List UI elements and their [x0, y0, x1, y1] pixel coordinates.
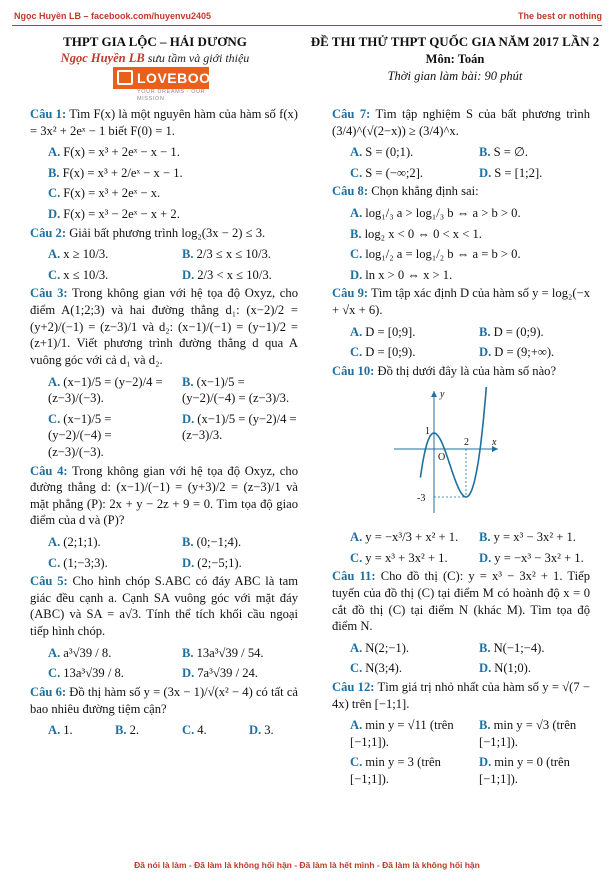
option-key: B.: [479, 145, 491, 160]
answer-option[interactable]: [30, 165, 298, 182]
answer-option[interactable]: [332, 640, 461, 657]
option-key: C.: [350, 247, 363, 262]
option-key: B.: [182, 247, 194, 262]
school-name: THPT GIA LỘC – HẢI DƯƠNG: [63, 34, 247, 49]
option-text: min y = √3 (trên [−1;1]).: [479, 718, 577, 749]
option-key: A.: [48, 247, 61, 262]
question-text: Giải bất phương trình log₂(3x − 2) ≤ 3.: [69, 225, 266, 240]
option-text: (x−1)/5 = (y−2)/4 = (z−3)/3.: [182, 411, 297, 443]
answer-option[interactable]: [30, 534, 164, 551]
option-key: D.: [182, 555, 195, 570]
option-key: B.: [182, 645, 194, 660]
option-text: S = ∅.: [493, 145, 529, 160]
option-key: C.: [350, 661, 363, 676]
option-key: A.: [350, 718, 363, 733]
option-text: y = x³ − 3x² + 1.: [493, 530, 576, 545]
question: [332, 363, 590, 380]
question: [332, 568, 590, 634]
lovebook-logo: [113, 67, 246, 103]
question-text: Tìm tập xác định D của hàm số y = log₂(−x + √x + 6).: [332, 286, 590, 318]
answer-option[interactable]: [461, 717, 590, 750]
option-text: 7a³√39 / 24.: [197, 666, 258, 681]
question-text: Đồ thị dưới đây là của hàm số nào?: [377, 363, 557, 378]
question-text: Tìm F(x) là một nguyên hàm của hàm số f(x) = 3x² + 2eˣ − 1 biết F(0) = 1.: [30, 107, 299, 138]
question-label: Câu 12:: [332, 680, 375, 695]
option-text: 1.: [63, 723, 73, 738]
exam-title: ĐỀ THI THỬ THPT QUỐC GIA NĂM 2017 LẦN 2: [310, 34, 600, 49]
question: [30, 684, 298, 717]
question-label: Câu 2:: [30, 225, 67, 240]
option-key: A.: [48, 145, 61, 160]
answer-option[interactable]: [164, 411, 298, 461]
header-right-text: The best or nothing: [518, 11, 602, 21]
option-key: D.: [182, 666, 195, 681]
option-text: S = (−∞;2].: [365, 165, 424, 180]
answer-option[interactable]: [332, 165, 461, 182]
option-text: F(x) = x³ − 2eˣ − x + 2.: [63, 207, 180, 222]
answer-option[interactable]: [461, 144, 590, 161]
answer-option[interactable]: [164, 722, 231, 739]
option-text: y = x³ + 3x² + 1.: [365, 550, 448, 565]
tick-label-x: 2: [464, 436, 469, 448]
answer-option[interactable]: [332, 529, 461, 546]
option-text: x ≤ 10/3.: [63, 267, 109, 282]
option-text: D = [0;9].: [365, 324, 416, 339]
answer-option[interactable]: [332, 226, 590, 243]
option-key: D.: [350, 267, 363, 282]
answer-option[interactable]: [164, 665, 298, 682]
option-key: D.: [182, 267, 195, 282]
option-key: C.: [48, 267, 61, 282]
option-text: D = [0;9).: [365, 345, 416, 360]
question: [30, 225, 298, 242]
option-key: B.: [115, 723, 127, 738]
answer-option[interactable]: [164, 534, 298, 551]
question-label: Câu 9:: [332, 286, 369, 301]
answer-options: [30, 372, 298, 463]
answer-options: [30, 532, 298, 573]
author-line: [40, 50, 270, 67]
answer-option[interactable]: [461, 344, 590, 361]
question-label: Câu 4:: [30, 463, 68, 478]
option-text: (2;−5;1).: [197, 555, 242, 570]
tick-label-y-top: 1: [425, 425, 430, 437]
option-key: C.: [350, 165, 363, 180]
question-label: Câu 7:: [332, 107, 371, 121]
option-key: B.: [479, 324, 491, 339]
author-name: Ngọc Huyền LB: [60, 51, 145, 65]
option-text: x ≥ 10/3.: [63, 247, 109, 262]
question-label: Câu 11:: [332, 569, 376, 584]
option-key: A.: [350, 640, 363, 655]
answer-option[interactable]: [332, 324, 461, 341]
option-text: (x−1)/5 = (y−2)/4 = (z−3)/(−3).: [48, 374, 163, 406]
option-key: C.: [48, 555, 61, 570]
answer-option[interactable]: [332, 144, 461, 161]
question-text: Đồ thị hàm số y = (3x − 1)/√(x² − 4) có tất cả bao nhiêu đường tiệm cận?: [30, 684, 298, 716]
answer-option[interactable]: [461, 754, 590, 787]
option-text: F(x) = x³ + 2/eˣ − x − 1.: [62, 165, 183, 180]
question-text: Trong không gian với hệ tọa độ Oxyz, cho đường thẳng d: (x−1)/(−1) = (y+3)/2 = (z−3)/1 và mặt phẳng (P): 2x + y − 2z + 9 = 0. Tìm tọa độ giao điểm của d và (P)?: [30, 463, 298, 528]
option-key: D.: [479, 165, 492, 180]
option-key: C.: [350, 550, 363, 565]
option-key: B.: [182, 374, 194, 389]
option-text: F(x) = x³ + 2eˣ − x.: [63, 186, 161, 201]
question-text: Cho đồ thị (C): y = x³ − 3x² + 1. Tiếp tuyến của đồ thị (C) tại điểm M có hoành độ x = 0 cắt đồ thị (C) tại điểm N (khác M). Tìm tọa độ điểm N.: [332, 569, 591, 634]
answer-option[interactable]: [231, 722, 298, 739]
option-text: N(3;4).: [365, 661, 402, 676]
option-text: log₁/₂ a = log₁/₂ b ⇔ a = b > 0.: [365, 247, 521, 262]
answer-options: [30, 643, 298, 684]
logo-text: LOVEBOOK.VN: [113, 67, 209, 89]
option-key: D.: [479, 755, 492, 770]
option-key: D.: [479, 345, 492, 360]
option-text: S = (0;1).: [365, 145, 414, 160]
option-key: C.: [350, 345, 363, 360]
option-key: B.: [479, 530, 491, 545]
option-text: 2/3 < x ≤ 10/3.: [197, 267, 272, 282]
option-key: A.: [350, 206, 363, 221]
option-text: N(2;−1).: [365, 640, 410, 655]
option-text: log₂ x < 0 ⇔ 0 < x < 1.: [364, 226, 482, 241]
option-text: S = [1;2].: [494, 165, 543, 180]
question-label: Câu 5:: [30, 574, 68, 589]
option-key: B.: [350, 226, 362, 241]
answer-option[interactable]: [332, 754, 461, 787]
answer-option[interactable]: [461, 324, 590, 341]
book-icon: [117, 70, 133, 85]
footer-slogan: Đã nói là làm - Đã làm là không hối hận - Đã làm là hết mình - Đã làm là không hối hận: [134, 859, 480, 870]
answer-option[interactable]: [332, 660, 461, 677]
option-key: A.: [350, 324, 363, 339]
right-column: [332, 106, 590, 790]
answer-option[interactable]: [30, 722, 97, 739]
answer-option[interactable]: [30, 374, 164, 407]
option-key: C.: [48, 411, 61, 426]
answer-option[interactable]: [164, 246, 298, 263]
answer-option[interactable]: [461, 529, 590, 546]
question-label: Câu 1:: [30, 107, 67, 121]
option-key: C.: [48, 666, 61, 681]
answer-option[interactable]: [30, 645, 164, 662]
answer-options: [30, 720, 298, 741]
answer-option[interactable]: [332, 246, 590, 263]
option-text: (2;1;1).: [63, 535, 101, 550]
option-key: B.: [48, 165, 60, 180]
option-text: a³√39 / 8.: [63, 645, 112, 660]
option-key: A.: [48, 723, 61, 738]
answer-option[interactable]: [30, 246, 164, 263]
question-label: Câu 3:: [30, 286, 68, 301]
answer-option[interactable]: [30, 144, 298, 161]
question: [30, 106, 298, 139]
answer-option[interactable]: [332, 344, 461, 361]
option-text: min y = 0 (trên [−1;1]).: [479, 755, 570, 787]
option-key: B.: [182, 535, 194, 550]
question: [332, 106, 590, 139]
option-text: 2/3 ≤ x ≤ 10/3.: [196, 247, 271, 262]
option-text: (0;−1;4).: [196, 535, 242, 550]
question-text: Trong không gian với hệ tọa độ Oxyz, cho điểm A(1;2;3) và hai đường thẳng d₁: (x−2)/2 = (y+2)/(−1) = (z−3)/1 và d₂: (x−1)/(−1) = (y−1)/2 = (z+1)/1. Viết phương trình đường thẳng d qua A vuông góc với cả d₁ và d₂.: [30, 286, 298, 367]
answer-option[interactable]: [30, 665, 164, 682]
option-key: D.: [479, 661, 492, 676]
question-text: Cho hình chóp S.ABC có đáy ABC là tam giác đều cạnh a. Cạnh SA vuông góc với mặt đáy (ABC) và SA = a√3. Tính thể tích khối cầu ngoại tiếp hình chóp.: [30, 574, 298, 639]
answer-option[interactable]: [461, 550, 590, 567]
answer-option[interactable]: [332, 550, 461, 567]
answer-options: [332, 527, 590, 568]
question-label: Câu 10:: [332, 363, 375, 378]
option-text: y = −x³/3 + x² + 1.: [365, 530, 459, 545]
option-key: C.: [48, 186, 61, 201]
option-text: (x−1)/5 = (y−2)/(−4) = (z−3)/(−3).: [48, 411, 112, 459]
answer-option[interactable]: [30, 267, 164, 284]
option-text: D = (0;9).: [493, 324, 544, 339]
answer-option[interactable]: [30, 185, 298, 202]
option-key: A.: [350, 145, 363, 160]
answer-option[interactable]: [461, 640, 590, 657]
y-axis-arrow: [431, 391, 437, 397]
function-graph: [392, 387, 502, 517]
option-key: D.: [48, 207, 61, 222]
option-key: B.: [479, 718, 491, 733]
header-divider: [12, 25, 602, 26]
answer-options: [332, 203, 590, 285]
exam-time: Thời gian làm bài: 90 phút: [387, 69, 523, 83]
option-text: y = −x³ − 3x² + 1.: [494, 550, 584, 565]
exam-subject: Môn: Toán: [425, 52, 485, 66]
answer-option[interactable]: [97, 722, 164, 739]
y-axis-label: y: [440, 388, 445, 400]
answer-option[interactable]: [164, 267, 298, 284]
option-text: min y = 3 (trên [−1;1]).: [350, 755, 441, 787]
origin-label: O: [438, 451, 446, 463]
question: [30, 463, 298, 529]
question-text: Tìm giá trị nhỏ nhất của hàm số y = √(7 − 4x) trên [−1;1].: [332, 680, 590, 711]
option-text: min y = √11 (trên [−1;1]).: [350, 718, 454, 749]
option-text: (1;−3;3).: [63, 555, 108, 570]
answer-options: [332, 638, 590, 679]
question: [30, 285, 298, 368]
answer-option[interactable]: [30, 206, 298, 223]
question-text: Chọn khẳng định sai:: [371, 184, 479, 199]
answer-option[interactable]: [30, 555, 164, 572]
option-text: ln x > 0 ⇔ x > 1.: [365, 267, 453, 282]
answer-options: [332, 322, 590, 363]
option-text: (x−1)/5 = (y−2)/(−4) = (z−3)/3.: [182, 374, 290, 406]
option-key: B.: [479, 640, 491, 655]
option-key: D.: [249, 723, 262, 738]
question: [332, 285, 590, 318]
option-text: N(1;0).: [494, 661, 531, 676]
header-left-text: Ngọc Huyền LB – facebook.com/huyenvu2405: [14, 11, 212, 21]
option-key: A.: [48, 374, 61, 389]
function-curve: [420, 387, 495, 497]
option-text: 2.: [129, 723, 140, 738]
answer-options: [30, 244, 298, 285]
option-text: 4.: [197, 723, 207, 738]
left-column: [30, 106, 298, 741]
option-key: A.: [48, 645, 61, 660]
question-label: Câu 8:: [332, 184, 369, 199]
x-axis-label: x: [492, 436, 497, 448]
option-text: log₁/₃ a > log₁/₃ b ⇔ a > b > 0.: [365, 206, 521, 221]
question: [332, 679, 590, 712]
answer-option[interactable]: [461, 660, 590, 677]
tick-label-y-bottom: -3: [417, 492, 426, 504]
answer-option[interactable]: [30, 411, 164, 461]
option-key: D.: [479, 550, 492, 565]
option-key: D.: [182, 411, 195, 426]
answer-options: [332, 715, 590, 789]
option-text: N(−1;−4).: [493, 640, 545, 655]
author-tail: sưu tầm và giới thiệu: [144, 51, 250, 65]
question-label: Câu 6:: [30, 684, 67, 699]
question: [332, 183, 590, 200]
answer-option[interactable]: [164, 374, 298, 407]
option-text: 13a³√39 / 8.: [63, 666, 124, 681]
answer-options: [332, 142, 590, 183]
option-text: 13a³√39 / 54.: [196, 645, 264, 660]
question-text: Tìm tập nghiệm S của bất phương trình (3/4)^(√(2−x)) ≥ (3/4)^x.: [332, 107, 590, 138]
option-text: F(x) = x³ + 2eˣ − x − 1.: [63, 145, 180, 160]
answer-option[interactable]: [164, 555, 298, 572]
answer-option[interactable]: [332, 205, 590, 222]
answer-option[interactable]: [164, 645, 298, 662]
question: [30, 573, 298, 639]
option-key: A.: [48, 535, 61, 550]
answer-option[interactable]: [332, 717, 461, 750]
answer-options: [30, 142, 298, 224]
option-key: C.: [182, 723, 195, 738]
option-text: D = (9;+∞).: [494, 345, 555, 360]
answer-option[interactable]: [461, 165, 590, 182]
option-text: 3.: [264, 723, 274, 738]
answer-option[interactable]: [332, 267, 590, 284]
option-key: C.: [350, 755, 363, 770]
option-key: A.: [350, 530, 363, 545]
logo-tagline: YOUR DREAMS - OUR MISSION: [137, 89, 206, 103]
